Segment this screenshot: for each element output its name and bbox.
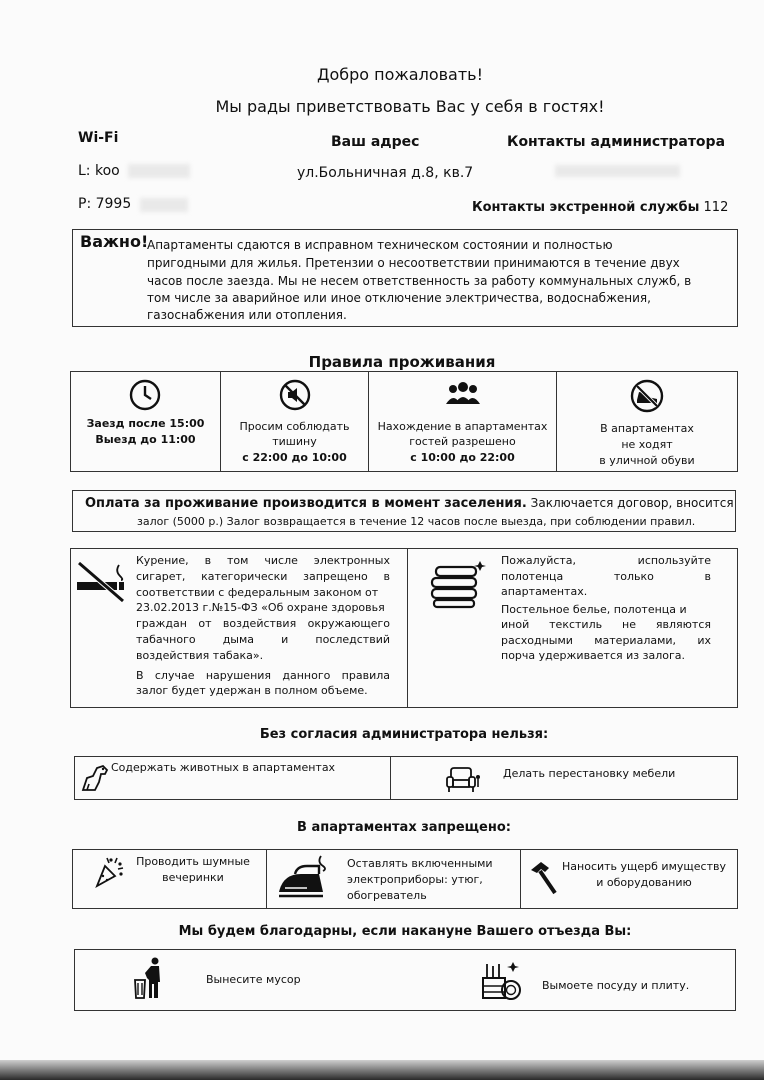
towels-text (501, 553, 711, 664)
towels-icon (428, 557, 486, 609)
quiet-line-2: тишину (272, 435, 317, 448)
rule-checkin (71, 372, 221, 471)
redacted-login (128, 164, 190, 178)
pets-icon (79, 760, 113, 794)
important-line-1: Апартаменты сдаются в исправном техническом состоянии и полностью (147, 238, 613, 252)
forbidden-title: В апартаментах запрещено: (297, 820, 511, 835)
emergency-label: Контакты экстренной службы (472, 200, 700, 215)
shoes-line-2: не ходят (621, 438, 673, 451)
smoking-towels-box (70, 548, 738, 708)
emergency-contacts (472, 200, 728, 215)
smoking-line-4: 23.02.2013 г.№15-ФЗ «Об охране здоровья (136, 601, 385, 615)
parties-line-1: Проводить шумные (136, 855, 250, 868)
rule-quiet (221, 372, 369, 471)
checkout-time: Выезд до 11:00 (95, 433, 196, 446)
wifi-label: Wi-Fi (78, 130, 119, 146)
towels-line-6: расходными материалами, их (501, 633, 711, 647)
grateful-box (74, 949, 736, 1011)
smoking-line-3: соответствии с федеральным законом от (136, 585, 379, 599)
important-line-2: пригодными для жилья. Претензии о несоответствии принимаются в течение двух (147, 256, 680, 270)
towels-line-1: Пожалуйста, используйте (501, 554, 711, 567)
important-box (72, 229, 738, 327)
towels-line-5: иной текстиль не являются (501, 618, 711, 631)
rule-shoes (557, 372, 737, 471)
dishes-text: Вымоете посуду и плиту. (542, 979, 690, 992)
appliances-line-1: Оставлять включенными (347, 857, 493, 870)
no-noise-icon (279, 379, 311, 411)
redacted-password (140, 198, 188, 212)
no-smoking-icon (75, 559, 127, 603)
important-title: Важно! (80, 232, 149, 251)
no-damage-section (521, 850, 737, 908)
shoes-line-3: в уличной обуви (599, 454, 695, 467)
rule-guests (369, 372, 557, 471)
iron-icon (277, 854, 333, 902)
address-value: ул.Больничная д.8, кв.7 (297, 165, 474, 181)
guests-icon (445, 380, 481, 406)
checkin-time: Заезд после 15:00 (86, 417, 205, 430)
no-consent-box (74, 756, 738, 800)
smoking-line-2: сигарет, категорически запрещено в (136, 569, 390, 583)
payment-bold: Оплата за проживание производится в момент заселения. (85, 496, 527, 511)
payment-rest: Заключается договор, вносится (530, 496, 734, 510)
trash-text: Вынесите мусор (206, 973, 301, 986)
no-appliances-section (267, 850, 521, 908)
scan-edge (0, 1060, 764, 1080)
damage-line-1: Наносить ущерб имуществу (562, 860, 726, 873)
important-line-4: том числе за аварийное или иное отключение электричества, водоснабжения, (147, 291, 651, 305)
no-furniture-section (391, 757, 737, 799)
smoking-line-1: Курение, в том числе электронных (136, 554, 390, 567)
party-icon (93, 854, 127, 888)
towels-section (408, 549, 737, 707)
grateful-title: Мы будем благодарны, если накануне Вашего отъезда Вы: (178, 924, 632, 939)
towels-line-2: полотенца только в (501, 569, 711, 583)
towels-line-3: апартаментах. (501, 585, 588, 598)
appliances-line-2: электроприборы: утюг, (347, 873, 483, 886)
emergency-number: 112 (703, 200, 729, 215)
towels-line-4: Постельное белье, полотенца и (501, 602, 687, 616)
damage-line-2: и оборудованию (596, 876, 692, 889)
smoking-line-9: залог будет удержан в полном объеме. (136, 684, 368, 698)
guests-line-1: Нахождение в апартаментах (377, 420, 548, 433)
no-consent-title: Без согласия администратора нельзя: (259, 727, 549, 742)
quiet-line-1: Просим соблюдать (239, 420, 350, 433)
smoking-section (71, 549, 408, 707)
important-line-5: газоснабжения или отопления. (147, 308, 347, 322)
smoking-line-8: В случае нарушения данного правила (136, 668, 390, 682)
appliances-line-3: обогреватель (347, 889, 427, 902)
rules-title: Правила проживания (308, 353, 496, 371)
trash-icon (133, 956, 167, 1000)
payment-box (72, 490, 736, 532)
shoes-line-1: В апартаментах (600, 422, 694, 435)
quiet-line-3: с 22:00 до 10:00 (242, 451, 347, 464)
smoking-line-7: воздействия табака». (136, 648, 264, 662)
greeting-title: Мы рады приветствовать Вас у себя в гостях! (215, 97, 605, 116)
no-pets-section (75, 757, 391, 799)
redacted-admin-phone (555, 165, 680, 177)
no-pets-text: Содержать животных в апартаментах (111, 761, 336, 774)
smoking-text (136, 553, 390, 699)
dishes-icon (479, 960, 523, 1002)
armchair-icon (445, 765, 481, 795)
important-line-3: часов после заезда. Мы не несем ответственность за работу коммунальных служб, в (147, 274, 692, 288)
wifi-login: L: koo (78, 163, 120, 179)
smoking-line-6: табачного дыма и последствий (136, 632, 390, 646)
parties-line-2: вечеринки (162, 871, 224, 884)
towels-line-7: порча удерживается из залога. (501, 649, 685, 662)
no-shoes-icon (630, 379, 664, 413)
address-label: Ваш адрес (331, 134, 420, 150)
smoking-line-5: граждан от воздействия окружающего (136, 617, 390, 631)
guests-line-2: гостей разрешено (409, 435, 516, 448)
no-furniture-text: Делать перестановку мебели (503, 767, 676, 780)
payment-line-2: залог (5000 р.) Залог возвращается в течение 12 часов после выезда, при соблюдении правил. (137, 515, 696, 528)
welcome-title: Добро пожаловать! (316, 65, 484, 84)
payment-line-1 (85, 496, 734, 511)
wifi-password: P: 7995 (78, 196, 132, 212)
guests-line-3: с 10:00 до 22:00 (410, 451, 515, 464)
rules-table (70, 371, 738, 472)
no-parties-section (73, 850, 267, 908)
clock-icon (128, 378, 162, 412)
forbidden-box (72, 849, 738, 909)
admin-contacts-label: Контакты администратора (507, 134, 726, 150)
